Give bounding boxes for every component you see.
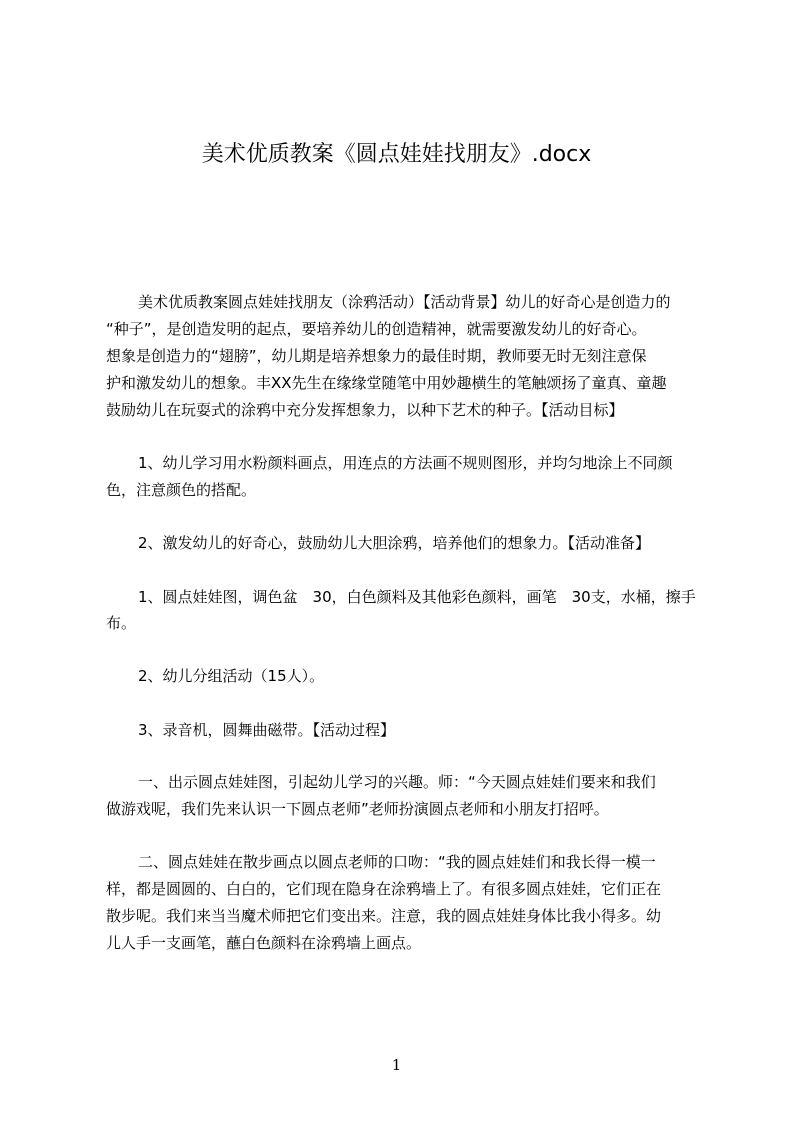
paragraph-line: 1、幼儿学习用水粉颜料画点，用连点的方法画不规则图形，并均匀地涂上不同颜 — [138, 454, 673, 472]
paragraph-line: 色，注意颜色的搭配。 — [106, 481, 257, 499]
paragraph-line: 样，都是圆圆的、白白的，它们现在隐身在涂鸦墙上了。有很多圆点娃娃，它们正在 — [106, 880, 662, 898]
paragraph-line: 散步呢。我们来当当魔术师把它们变出来。注意，我的圆点娃娃身体比我小得多。幼 — [106, 907, 662, 925]
paragraph-line: 1、圆点娃娃图，调色盆 30，白色颜料及其他彩色颜料，画笔 30支，水桶，擦手 — [138, 588, 696, 606]
paragraph-line: 3、录音机，圆舞曲磁带。【活动过程】 — [138, 721, 396, 739]
paragraph-line: 2、幼儿分组活动（15人）。 — [138, 667, 325, 685]
paragraph-line: 护和激发幼儿的想象。丰XX先生在缘缘堂随笔中用妙趣横生的笔触颂扬了童真、童趣 — [106, 374, 667, 392]
paragraph-line: 想象是创造力的“翅膀”，幼儿期是培养想象力的最佳时期，教师要无时无刻注意保 — [106, 347, 647, 365]
paragraph-line: 二、圆点娃娃在散步画点以圆点老师的口吻：“我的圆点娃娃们和我长得一模一 — [138, 853, 656, 871]
page-number: 1 — [391, 1056, 402, 1074]
paragraph-line: 儿人手一支画笔，蘸白色颜料在涂鸦墙上画点。 — [106, 934, 422, 952]
document-title: 美术优质教案《圆点娃娃找朋友》.docx — [201, 142, 592, 167]
paragraph-line: 一、出示圆点娃娃图，引起幼儿学习的兴趣。师：“今天圆点娃娃们要来和我们 — [138, 773, 656, 791]
paragraph-line: 2、激发幼儿的好奇心，鼓励幼儿大胆涂鸦，培养他们的想象力。【活动准备】 — [138, 534, 651, 552]
paragraph-line: 做游戏呢，我们先来认识一下圆点老师”老师扮演圆点老师和小朋友打招呼。 — [106, 800, 609, 818]
paragraph-line: 布。 — [106, 614, 137, 632]
paragraph-line: “种子”，是创造发明的起点，要培养幼儿的创造精神，就需要激发幼儿的好奇心。 — [106, 320, 647, 338]
paragraph-line: 鼓励幼儿在玩耍式的涂鸦中充分发挥想象力，以种下艺术的种子。【活动目标】 — [106, 401, 624, 419]
paragraph-line: 美术优质教案圆点娃娃找朋友（涂鸦活动）【活动背景】幼儿的好奇心是创造力的 — [138, 293, 671, 311]
